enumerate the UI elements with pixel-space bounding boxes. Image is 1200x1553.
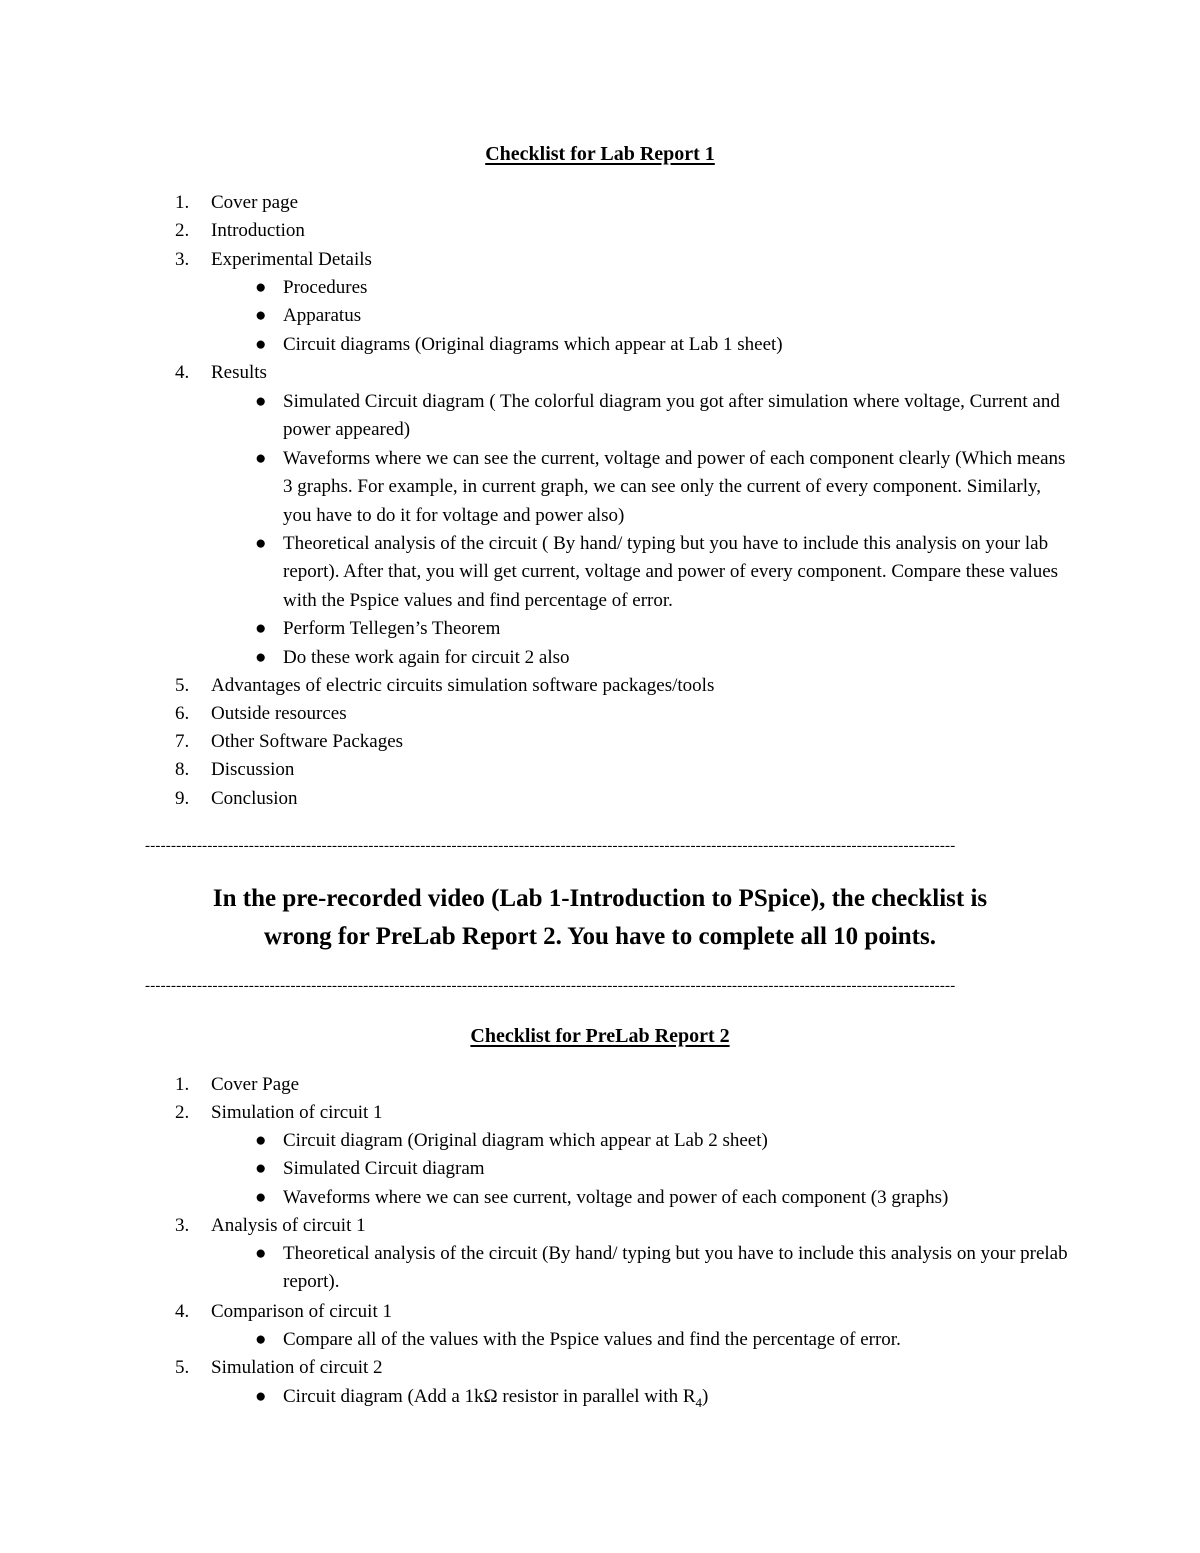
bullet-item: ● Theoretical analysis of the circuit ( By hand/ typing but you have to include this analysis on your lab report). After that, you will get current, voltage and power of every component. Compare these values with the Pspice values and find percentage of error. — [283, 530, 1073, 615]
dashed-separator: ------------------------------------------------------------------------------------------------------------------------------------------------------------ — [145, 978, 956, 994]
notice-line-2: wrong for PreLab Report 2. You have to complete all 10 points. — [264, 923, 936, 950]
bullet-item: ● Perform Tellegen’s Theorem — [283, 615, 1073, 643]
bullet-item: ● Theoretical analysis of the circuit (By hand/ typing but you have to include this analysis on your prelab report). — [283, 1240, 1073, 1297]
bullet-icon: ● — [255, 533, 267, 554]
bullet-icon: ● — [255, 448, 267, 469]
bullet-icon: ● — [255, 1158, 267, 1179]
bullet-icon: ● — [255, 305, 267, 326]
document-page: Checklist for Lab Report 1 1. Cover page 2. Introduction 3. Experimental Details ● Procedures ● Apparatus ● Circuit diagrams (Original diagrams which appear at Lab 1 sheet) 4. Results ● Simulated Circuit diagram ( The colorful diagram you got after simulation where voltage, Current and power appeared) ● Waveforms where we can see the current, voltage and power of each component clearly (Which means 3 graphs. For example, in current graph, we can see only the current of every component. Similarly, you have to do it for voltage and power also) ● Theoretical analysis of the circuit ( By hand/ typing but you have to include this analysis on your lab report). After that, you will get current, voltage and power of every component. Compare these values with the Pspice values and find percentage of error. ● Perform Tellegen’s Theorem ● Do these work again for circuit 2 also 5. Advantages of electric circuits simulation software packages/tools 6. Outside resources 7. Other Software Packages 8. Discussion 9. Conclusion ------------------------------------------------------------------------------------------------------------------------------------------------------------ In the pre-recorded video (Lab 1-Introduction to PSpice), the checklist is wrong for PreLab Report 2. You have to complete all 10 points. ------------------------------------------------------------------------------------------------------------------------------------------------------------ Checklist for PreLab Report 2 1. Cover Page 2. Simulation of circuit 1 ● Circuit diagram (Original diagram which appear at Lab 2 sheet) ● Simulated Circuit diagram ● Waveforms where we can see current, voltage and power of each component (3 graphs) 3. Analysis of circuit 1 ● Theoretical analysis of the circuit (By hand/ typing but you have to include this analysis on your prelab report). 4. Comparison of circuit 1 ● Compare all of the values with the Pspice values and find the percentage of error. 5. Simulation of circuit 2 ● Circuit diagram (Add a 1kΩ resistor in parallel with $R_4$) — [0, 0, 1200, 1553]
bullet-item: ● Simulated Circuit diagram ( The colorful diagram you got after simulation where voltage, Current and power appeared) — [283, 388, 1073, 445]
bullet-icon: ● — [255, 1187, 267, 1208]
bullet-item: ● Procedures — [283, 274, 1073, 302]
bullet-item: ● Circuit diagrams (Original diagrams which appear at Lab 1 sheet) — [283, 331, 1073, 359]
bullet-item: ● Apparatus — [283, 302, 1073, 330]
prelab-report-2-title: Checklist for PreLab Report 2 — [470, 1025, 730, 1047]
bullet-icon: ● — [255, 391, 267, 412]
bullet-icon: ● — [255, 1243, 267, 1264]
bullet-icon: ● — [255, 1130, 267, 1151]
bullet-icon: ● — [255, 1386, 267, 1407]
dashed-separator: ------------------------------------------------------------------------------------------------------------------------------------------------------------ — [145, 838, 956, 854]
bullet-icon: ● — [255, 277, 267, 298]
notice-line-1: In the pre-recorded video (Lab 1-Introduction to PSpice), the checklist is — [212, 885, 988, 912]
lab-report-1-title: Checklist for Lab Report 1 — [485, 143, 715, 165]
bullet-item: ● Waveforms where we can see the current, voltage and power of each component clearly (Which means 3 graphs. For example, in current graph, we can see only the current of every component. Similarly, you have to do it for voltage and power also) — [283, 445, 1073, 530]
bullet-icon: ● — [255, 1329, 267, 1350]
bullet-icon: ● — [255, 618, 267, 639]
bullet-item: ● Waveforms where we can see current, voltage and power of each component (3 graphs) — [283, 1184, 1073, 1212]
bullet-item: ● Do these work again for circuit 2 also — [283, 644, 1073, 672]
bullet-item: ● Circuit diagram (Original diagram which appear at Lab 2 sheet) — [283, 1127, 1073, 1155]
bullet-icon: ● — [255, 647, 267, 668]
bullet-icon: ● — [255, 334, 267, 355]
bullet-item: ● Compare all of the values with the Pspice values and find the percentage of error. — [283, 1326, 1073, 1354]
bullet-item: ● Simulated Circuit diagram — [283, 1155, 1073, 1183]
bullet-item: ● Circuit diagram (Add a 1kΩ resistor in parallel with $R_4$) — [283, 1383, 1073, 1417]
